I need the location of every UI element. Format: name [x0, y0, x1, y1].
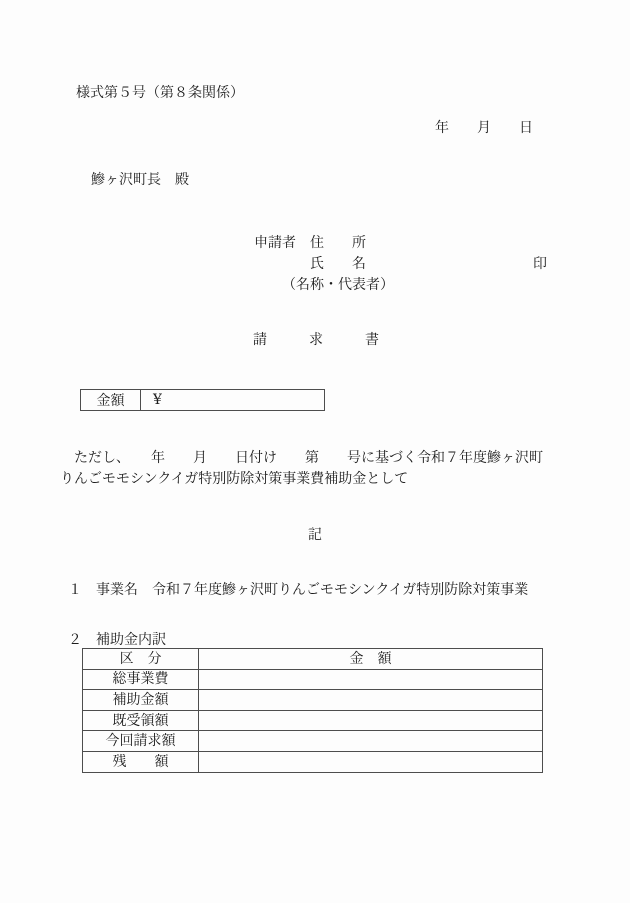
table-row	[83, 731, 543, 752]
list-marker-ki: 記	[308, 527, 322, 543]
row-value	[199, 690, 543, 711]
table-row	[83, 669, 543, 690]
row-value	[199, 731, 543, 752]
applicant-address-label: 申請者 住 所	[254, 235, 366, 251]
applicant-name-label: 氏 名	[310, 256, 366, 272]
form-number: 様式第５号（第８条関係）	[76, 85, 244, 101]
amount-value: ¥	[153, 392, 162, 408]
table-header-row	[83, 649, 543, 670]
body-line-1: ただし、 年 月 日付け 第 号に基づく令和７年度鰺ヶ沢町	[60, 450, 543, 466]
row-label: 補助金額	[83, 690, 199, 711]
header-category: 区 分	[83, 649, 199, 670]
item-project-name: １ 事業名 令和７年度鰺ヶ沢町りんごモモシンクイガ特別防除対策事業	[68, 582, 529, 598]
row-value	[199, 710, 543, 731]
body-paragraph	[60, 448, 543, 490]
row-value	[199, 751, 543, 772]
table-row	[83, 690, 543, 711]
row-label: 残 額	[83, 751, 199, 772]
breakdown-table	[82, 648, 543, 773]
applicant-note: （名称・代表者）	[282, 277, 394, 293]
item-subsidy-breakdown: ２ 補助金内訳	[68, 632, 166, 648]
row-label: 今回請求額	[83, 731, 199, 752]
amount-label: 金額	[81, 390, 141, 410]
page-title: 請 求 書	[253, 332, 379, 348]
table-row	[83, 710, 543, 731]
row-label: 総事業費	[83, 669, 199, 690]
addressee: 鰺ヶ沢町長 殿	[91, 172, 189, 188]
amount-box	[80, 389, 325, 411]
body-line-2: りんごモモシンクイガ特別防除対策事業費補助金として	[60, 471, 409, 487]
table-row	[83, 751, 543, 772]
row-label: 既受領額	[83, 710, 199, 731]
date-line: 年 月 日	[435, 120, 533, 136]
row-value	[199, 669, 543, 690]
header-amount: 金 額	[199, 649, 543, 670]
seal-mark: 印	[533, 256, 547, 272]
